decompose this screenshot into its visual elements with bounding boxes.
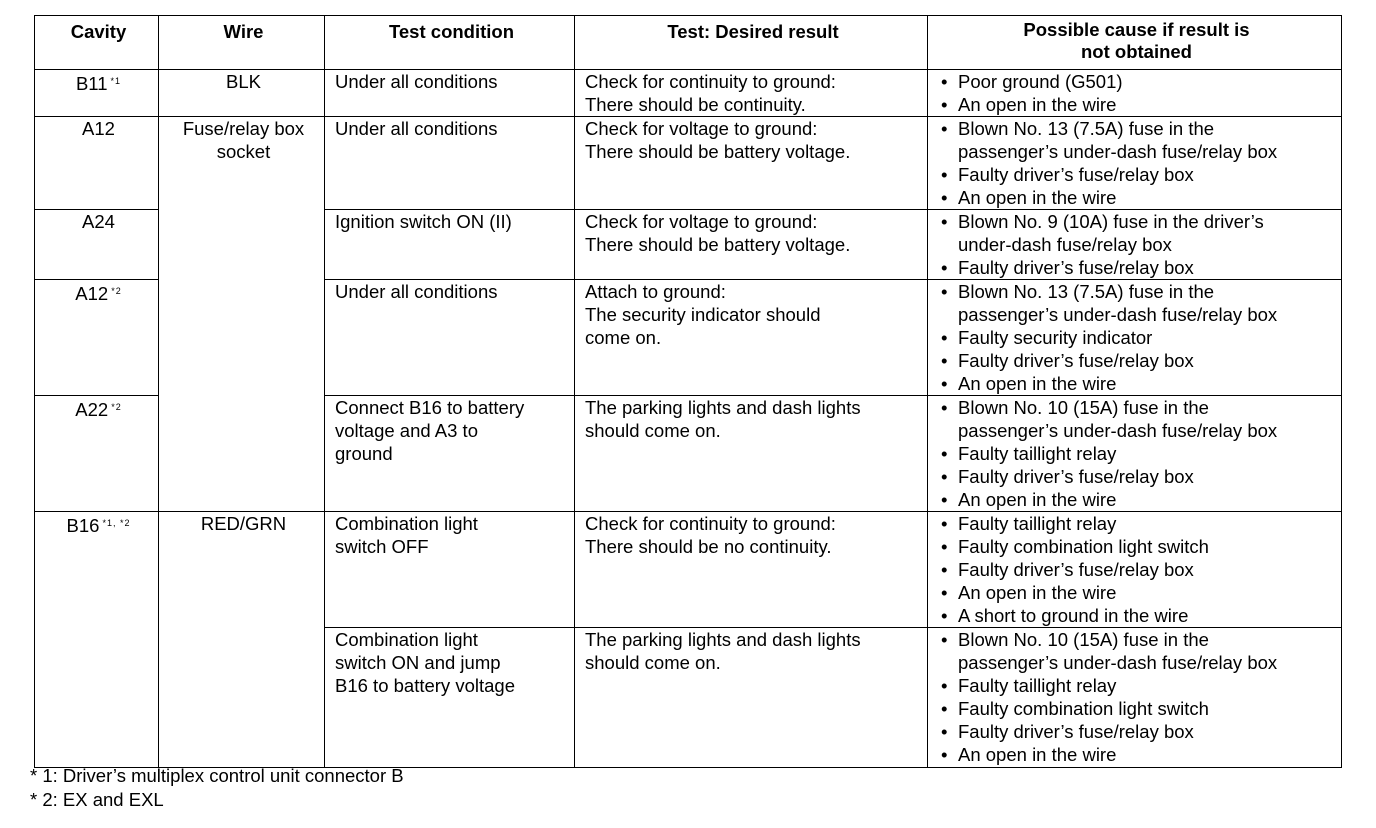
table-row bbox=[35, 117, 1342, 210]
list-item: • An open in the wire bbox=[938, 743, 1335, 766]
list-item: • An open in the wire bbox=[938, 488, 1335, 511]
footnotes bbox=[30, 764, 404, 812]
condition-cell: Under all conditions bbox=[325, 280, 575, 396]
cause-cell bbox=[928, 210, 1342, 280]
header-possible-cause: Possible cause if result is not obtained bbox=[928, 16, 1342, 70]
list-item: • An open in the wire bbox=[938, 372, 1335, 395]
list-item: • Faulty taillight relay bbox=[938, 674, 1335, 697]
list-item: • An open in the wire bbox=[938, 93, 1335, 116]
result-cell: Attach to ground: The security indicator should come on. bbox=[575, 280, 928, 396]
list-item: • Faulty driver’s fuse/relay box bbox=[938, 465, 1335, 488]
result-cell: The parking lights and dash lights should come on. bbox=[575, 396, 928, 512]
header-test-condition: Test condition bbox=[325, 16, 575, 70]
list-item: • Faulty driver’s fuse/relay box bbox=[938, 720, 1335, 743]
result-cell: Check for continuity to ground: There should be no continuity. bbox=[575, 512, 928, 628]
list-item: • Faulty driver’s fuse/relay box bbox=[938, 163, 1335, 186]
header-desired-result: Test: Desired result bbox=[575, 16, 928, 70]
cause-cell bbox=[928, 280, 1342, 396]
result-cell: Check for continuity to ground: There should be continuity. bbox=[575, 70, 928, 117]
list-item: • Blown No. 9 (10A) fuse in the driver’s under-dash fuse/relay box bbox=[938, 210, 1335, 256]
header-wire: Wire bbox=[159, 16, 325, 70]
cavity-cell: A12 bbox=[35, 117, 159, 210]
cause-cell bbox=[928, 117, 1342, 210]
list-item: • Faulty combination light switch bbox=[938, 535, 1335, 558]
condition-cell: Combination light switch ON and jump B16 to battery voltage bbox=[325, 628, 575, 768]
test-table bbox=[34, 15, 1342, 768]
list-item: • Blown No. 10 (15A) fuse in the passenger’s under-dash fuse/relay box bbox=[938, 628, 1335, 674]
result-cell: Check for voltage to ground: There should be battery voltage. bbox=[575, 210, 928, 280]
cavity-cell: A12 $^{*2}$ bbox=[35, 280, 159, 396]
cause-cell bbox=[928, 628, 1342, 768]
table-row bbox=[35, 70, 1342, 117]
list-item: • Faulty taillight relay bbox=[938, 512, 1335, 535]
cavity-cell: A22 $^{*2}$ bbox=[35, 396, 159, 512]
list-item: • Blown No. 13 (7.5A) fuse in the passenger’s under-dash fuse/relay box bbox=[938, 117, 1335, 163]
condition-cell: Under all conditions bbox=[325, 117, 575, 210]
condition-cell: Connect B16 to battery voltage and A3 to ground bbox=[325, 396, 575, 512]
list-item: • Blown No. 13 (7.5A) fuse in the passenger’s under-dash fuse/relay box bbox=[938, 280, 1335, 326]
cause-cell bbox=[928, 70, 1342, 117]
list-item: • Blown No. 10 (15A) fuse in the passenger’s under-dash fuse/relay box bbox=[938, 396, 1335, 442]
cavity-cell: A24 bbox=[35, 210, 159, 280]
list-item: • Poor ground (G501) bbox=[938, 70, 1335, 93]
footnote: * 1: Driver’s multiplex control unit connector B bbox=[30, 765, 404, 786]
list-item: • Faulty security indicator bbox=[938, 326, 1335, 349]
list-item: • Faulty driver’s fuse/relay box bbox=[938, 558, 1335, 581]
footnote: * 2: EX and EXL bbox=[30, 789, 164, 810]
wire-cell: BLK bbox=[159, 70, 325, 117]
wire-cell: RED/GRN bbox=[159, 512, 325, 768]
result-cell: The parking lights and dash lights should come on. bbox=[575, 628, 928, 768]
list-item: • Faulty driver’s fuse/relay box bbox=[938, 256, 1335, 279]
cause-cell bbox=[928, 396, 1342, 512]
cause-cell bbox=[928, 512, 1342, 628]
list-item: • An open in the wire bbox=[938, 581, 1335, 604]
cavity-cell: B11 $^{*1}$ bbox=[35, 70, 159, 117]
wire-cell: Fuse/relay box socket bbox=[159, 117, 325, 512]
list-item: • Faulty taillight relay bbox=[938, 442, 1335, 465]
table-row bbox=[35, 512, 1342, 628]
condition-cell: Under all conditions bbox=[325, 70, 575, 117]
list-item: • Faulty combination light switch bbox=[938, 697, 1335, 720]
header-row bbox=[35, 16, 1342, 70]
list-item: • Faulty driver’s fuse/relay box bbox=[938, 349, 1335, 372]
list-item: • A short to ground in the wire bbox=[938, 604, 1335, 627]
list-item: • An open in the wire bbox=[938, 186, 1335, 209]
condition-cell: Combination light switch OFF bbox=[325, 512, 575, 628]
result-cell: Check for voltage to ground: There should be battery voltage. bbox=[575, 117, 928, 210]
cavity-cell: B16 $^{*1, *2}$ bbox=[35, 512, 159, 768]
header-cavity: Cavity bbox=[35, 16, 159, 70]
condition-cell: Ignition switch ON (II) bbox=[325, 210, 575, 280]
